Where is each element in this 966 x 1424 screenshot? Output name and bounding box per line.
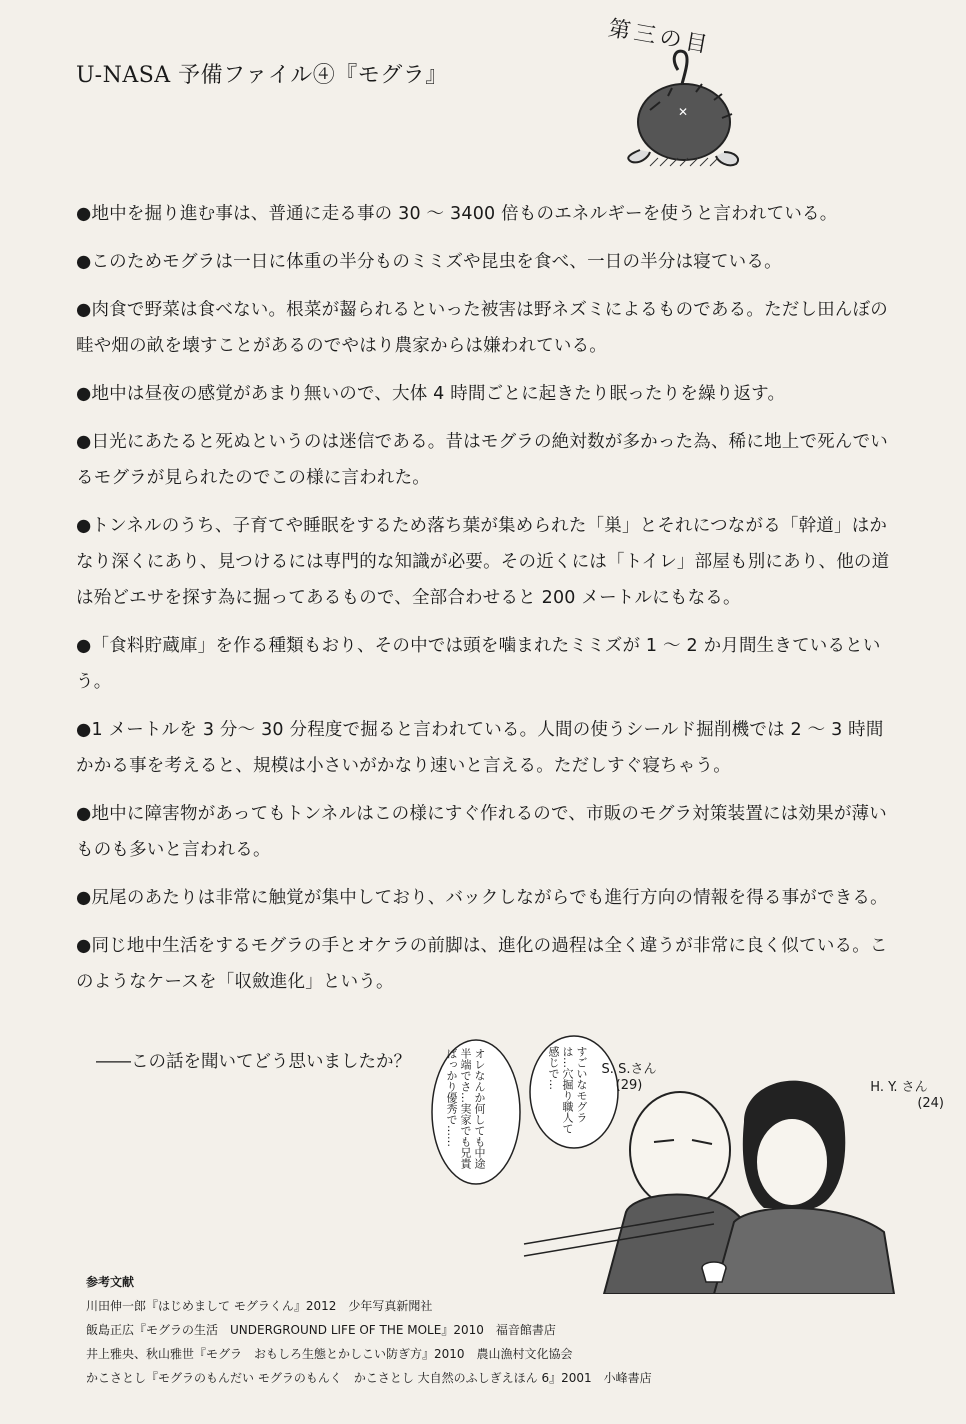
speech-bubble-right: すごいなモグラは…穴掘り職人て感じで… (547, 1046, 588, 1134)
person-b-age: (24) (917, 1096, 944, 1111)
page-title: U-NASA 予備ファイル④『モグラ』 (76, 63, 448, 88)
fact-item: ●尻尾のあたりは非常に触覚が集中しており、バックしながらでも進行方向の情報を得る事ができる。 (76, 888, 888, 908)
references (86, 1270, 786, 1390)
fact-item: ●1 メートルを 3 分～ 30 分程度で掘ると言われている。人間の使うシールド掘削機では 2 ～ 3 時間かかる事を考えると、規模は小さいがかなり速いと言える。ただしすぐ寝ちゃう。 (76, 720, 884, 776)
fact-item: ●同じ地中生活をするモグラの手とオケラの前脚は、進化の過程は全く違うが非常に良く似ている。このようなケースを「収斂進化」という。 (76, 936, 888, 992)
references-heading: 参考文献 (86, 1275, 135, 1289)
fact-item: ●地中に障害物があってもトンネルはこの様にすぐ作れるので、市販のモグラ対策装置には効果が薄いものも多いと言われる。 (76, 804, 887, 860)
fact-item: ●「食料貯蔵庫」を作る種類もおり、その中では頭を噛まれたミミズが 1 ～ 2 か月間生きているという。 (76, 636, 881, 692)
fact-item: ●トンネルのうち、子育てや睡眠をするため落ち葉が集められた「巣」とそれにつながる「幹道」はかなり深くにあり、見つけるには専門的な知識が必要。その近くには「トイレ」部屋も別にあり、他の道は殆どエサを探す為に掘ってあるもので、全部合わせると 200 メートルにもなる。 (76, 516, 890, 608)
fact-item: ●このためモグラは一日に体重の半分ものミミズや昆虫を食べ、一日の半分は寝ている。 (76, 252, 782, 272)
person-a-name: S. S.さん (601, 1062, 657, 1077)
reference-item: かこさとし『モグラのもんだい モグラのもんく かこさとし 大自然のふしぎえほん 6』2001 小峰書店 (86, 1371, 652, 1385)
speech-bubble-left: オレなんか何しても中途半端でさ…実家でも兄貴ばっかり優秀で…… (445, 1048, 486, 1169)
third-eye-label: 第三の目 (606, 16, 714, 59)
comic-panel (414, 1032, 954, 1294)
fact-list (76, 196, 896, 1012)
fact-item: ●肉食で野菜は食べない。根菜が齧られるといった被害は野ネズミによるものである。ただし田んぼの畦や畑の畝を壊すことがあるのでやはり農家からは嫌われている。 (76, 300, 888, 356)
fact-item: ●地中は昼夜の感覚があまり無いので、大体 4 時間ごとに起きたり眠ったりを繰り返す。 (76, 384, 786, 404)
person-a-label (594, 1062, 664, 1094)
comic-illustration (414, 1032, 954, 1294)
reference-item: 川田伸一郎『はじめまして モグラくん』2012 少年写真新聞社 (86, 1299, 433, 1313)
fact-item: ●日光にあたると死ぬというのは迷信である。昔はモグラの絶対数が多かった為、稀に地上で死んでいるモグラが見られたのでこの様に言われた。 (76, 432, 888, 488)
reference-item: 井上雅央、秋山雅世『モグラ おもしろ生態とかしこい防ぎ方』2010 農山漁村文化協会 (86, 1347, 573, 1361)
reference-item: 飯島正広『モグラの生活 UNDERGROUND LIFE OF THE MOLE』2010 福音館書店 (86, 1323, 556, 1337)
svg-text:✕: ✕ (678, 105, 689, 119)
interview-question: ――この話を聞いてどう思いましたか？ (96, 1052, 411, 1072)
fact-item: ●地中を掘り進む事は、普通に走る事の 30 ～ 3400 倍ものエネルギーを使うと言われている。 (76, 204, 838, 224)
mole-illustration (610, 40, 780, 180)
person-b-label (854, 1080, 944, 1112)
person-a-age: (29) (615, 1078, 643, 1093)
person-b-name: H. Y. さん (870, 1080, 928, 1095)
